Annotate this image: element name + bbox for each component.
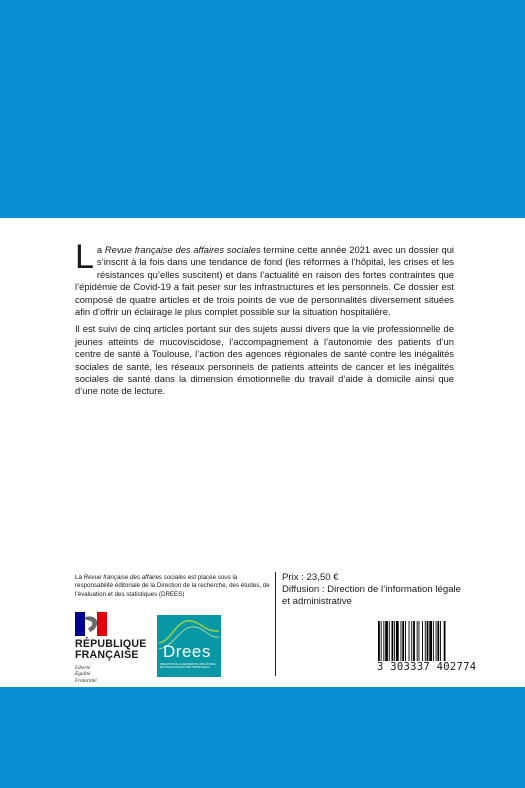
marianne-icon (75, 612, 107, 636)
summary-paragraph-1 (75, 238, 454, 318)
back-cover-summary (75, 238, 454, 403)
barcode-number: 3 303337 402774 (377, 661, 477, 673)
price-block (282, 572, 462, 607)
notice-journal-title: Revue française des affaires sociales (83, 574, 187, 581)
cover-bottom-band (0, 687, 525, 788)
summary-paragraph-2: Il est suivi de cinq articles portant sur des sujets aussi divers que la vie professionnelle de jeunes atteints de mucoviscidose, l’accompagnement à l’autonomie des patients d’un centre de santé à Toulouse, l’action des agences régionales de santé contre les inégalités sociales de santé, les réseaux personnels de patients atteints de cancer et les inégalités sociales de santé dans la dimension émotionnelle du travail d’aide à domicile ainsi que d’une note de lecture. (75, 323, 454, 397)
motto-liberte: Liberté (75, 664, 91, 671)
cover-top-band (0, 0, 525, 218)
notice-text: est placée sous la responsabilité éditoriale de la Direction de la recherche, des études, de l’évaluation et des statistiques (DREES) (75, 574, 270, 598)
republique-francaise-logo (75, 612, 155, 684)
price-label: Prix : 23,50 € (282, 572, 339, 583)
summary-text: termine cette année 2021 avec un dossier qui s’inscrit à la fois dans une tendance de fond (les réformes à l’hôpital, les crises et les résistances qu’elles suscitent) et dans l’actualité en raison des fortes contraintes que l’épidémie de Covid-19 a fait peser sur les infrastructures et les personnels. Ce dossier est composé de quatre articles et de trois points de vue de personnalités diversement situées afin d’offrir un éclairage le plus complet possible sur la situation hospitalière. (75, 244, 454, 318)
motto-fraternite: Fraternité (75, 677, 97, 684)
journal-title: Revue française des affaires sociales (104, 244, 261, 255)
drees-subtitle: DIRECTION DE LA RECHERCHE, DES ÉTUDES, DE L’ÉVALUATION ET DES STATISTIQUES (160, 663, 217, 670)
summary-lead: a (96, 244, 105, 255)
drees-wordmark: Drees (163, 642, 211, 661)
notice-lead: La (75, 574, 84, 581)
motto-egalite: Égalité (75, 671, 91, 678)
drees-logo (157, 615, 221, 677)
republique-line-2: FRANÇAISE (75, 649, 139, 662)
diffusion-label: Diffusion : Direction de l’information légale et administrative (282, 583, 461, 607)
drop-cap: L (75, 238, 94, 276)
republique-name (75, 639, 155, 662)
editorial-notice (75, 574, 271, 599)
republic-motto (75, 665, 155, 684)
republique-line-1: RÉPUBLIQUE (75, 638, 147, 650)
vertical-divider (275, 572, 276, 676)
